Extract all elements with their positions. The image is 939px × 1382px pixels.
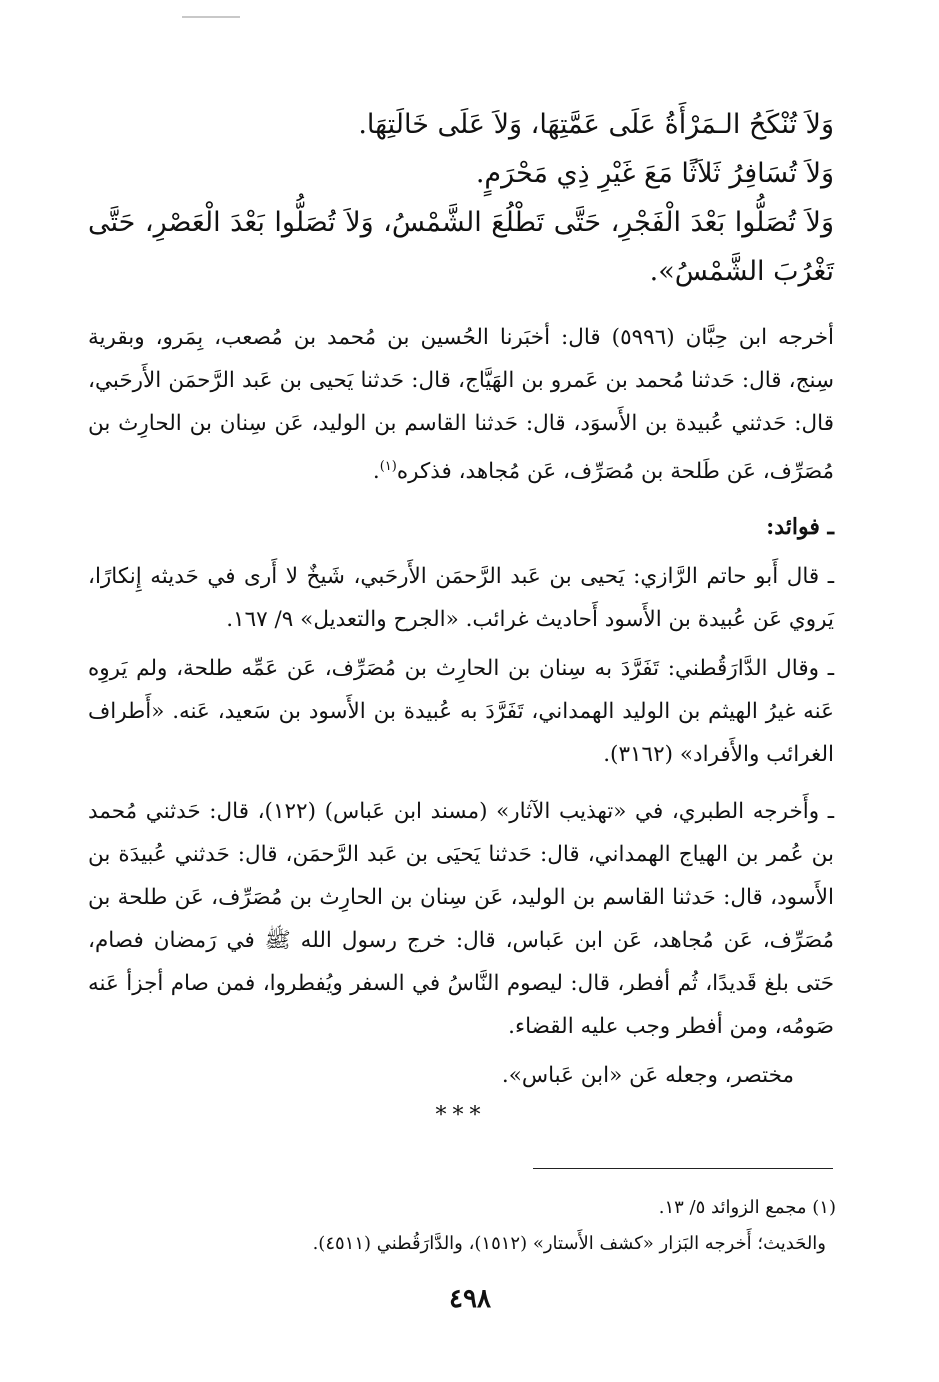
hadith-text <box>88 100 834 296</box>
fawaid-daraqutni: ـ وقال الدَّارَقُطني: تَفَرَّدَ به سِنان بن الحارِث بن مُصَرِّف، عَن عَمِّه طلحة، ولم يَروِه عَنه غيرُ الهيثم بن الوليد الهمداني، تَفَرَّدَ به عُبيدة بن الأَسود بن سَعيد، عَنه. «أَطراف الغرائب والأَفراد» (٣١٦٢). <box>88 656 834 768</box>
section-separator: *** <box>435 1103 487 1129</box>
page-body <box>88 100 834 1128</box>
takhrij-ibn-hibban-end: . <box>372 459 380 485</box>
takhrij-ibn-hibban <box>88 316 834 493</box>
footnote-1: (١) مجمع الزوائد ٥/ ١٣. <box>658 1197 836 1218</box>
header-mark <box>182 16 240 18</box>
footnote-divider <box>533 1168 833 1169</box>
fawaid-heading: ـ فوائد: <box>766 514 834 541</box>
footnotes <box>200 1190 836 1262</box>
footnote-ref-1: (١) <box>379 459 397 474</box>
hadith-line-3: وَلاَ تُصَلُّوا بَعْدَ الْفَجْرِ، حَتَّى تَطْلُعَ الشَّمْسُ، وَلاَ تُصَلُّوا بَعْدَ الْعَصْرِ، حَتَّى تَغْرُبَ الشَّمْسُ». <box>88 207 834 287</box>
hadith-line-1: وَلاَ تُنْكَحُ الـمَرْأَةُ عَلَى عَمَّتِهَا، وَلاَ عَلَى خَالَتِهَا. <box>358 109 834 140</box>
takhrij-tabari-note: مختصر، وجعله عَن «ابن عَباس». <box>501 1063 794 1089</box>
page-number: ٤٩٨ <box>449 1284 491 1314</box>
hadith-line-2: وَلاَ تُسَافِرُ ثَلاَثًا مَعَ غَيْرِ ذِي مَحْرَمٍ. <box>475 158 834 189</box>
fawaid-abu-hatim: ـ قال أَبو حاتم الرَّازي: يَحيى بن عَبد الرَّحمَن الأَرحَبي، شَيخٌ لا أَرى في حَديثه إِنكارًا، يَروي عَن عُبيدة بن الأَسود أَحاديث غرائب. «الجرح والتعديل» ٩/ ١٦٧. <box>88 564 834 633</box>
footnote-1-continued: والحَديث؛ أَخرجه البَزار «كشف الأَستار» (١٥١٢)، والدَّارَقُطني (٤٥١١). <box>312 1233 826 1254</box>
takhrij-tabari: ـ وأَخرجه الطبري، في «تهذيب الآثار» (مسند ابن عَباس) (١٢٢)، قال: حَدثني مُحمد بن عُمر بن الهياج الهمداني، قال: حَدثنا يَحيَى بن عَبد الرَّحمَن، قال: حَدثني عُبيدَة بن الأَسود، قال: حَدثنا القاسم بن الوليد، عَن سِنان بن الحارِث بن مُصَرِّف، عَن طلحة بن مُصَرِّف، عَن مُجاهد، عَن ابن عَباس، قال: خرج رسول الله ﷺ في رَمضان فصام، حَتى بلغ قَديدًا، ثُم أفطر، قال: ليصوم النَّاسُ في السفر ويُفطروا، فمن صام أجزأ عَنه صَومُه، ومن أفطر وجب عليه القضاء. <box>88 799 834 1040</box>
takhrij-ibn-hibban-text: أخرجه ابن حِبَّان (٥٩٩٦) قال: أخبَرنا الحُسين بن مُحمد بن مُصعب، بِمَرو، وبقرية سِنج، قال: حَدثنا مُحمد بن عَمرو بن الهَيَّاج، قال: حَدثنا يَحيى بن عَبد الرَّحمَن الأَرحَبي، قال: حَدثني عُبيدة بن الأَسوَد، قال: حَدثنا القاسم بن الوليد، عَن سِنان بن الحارِث بن مُصَرِّف، عَن طَلحة بن مُصَرِّف، عَن مُجاهد، فذكره <box>88 325 834 485</box>
